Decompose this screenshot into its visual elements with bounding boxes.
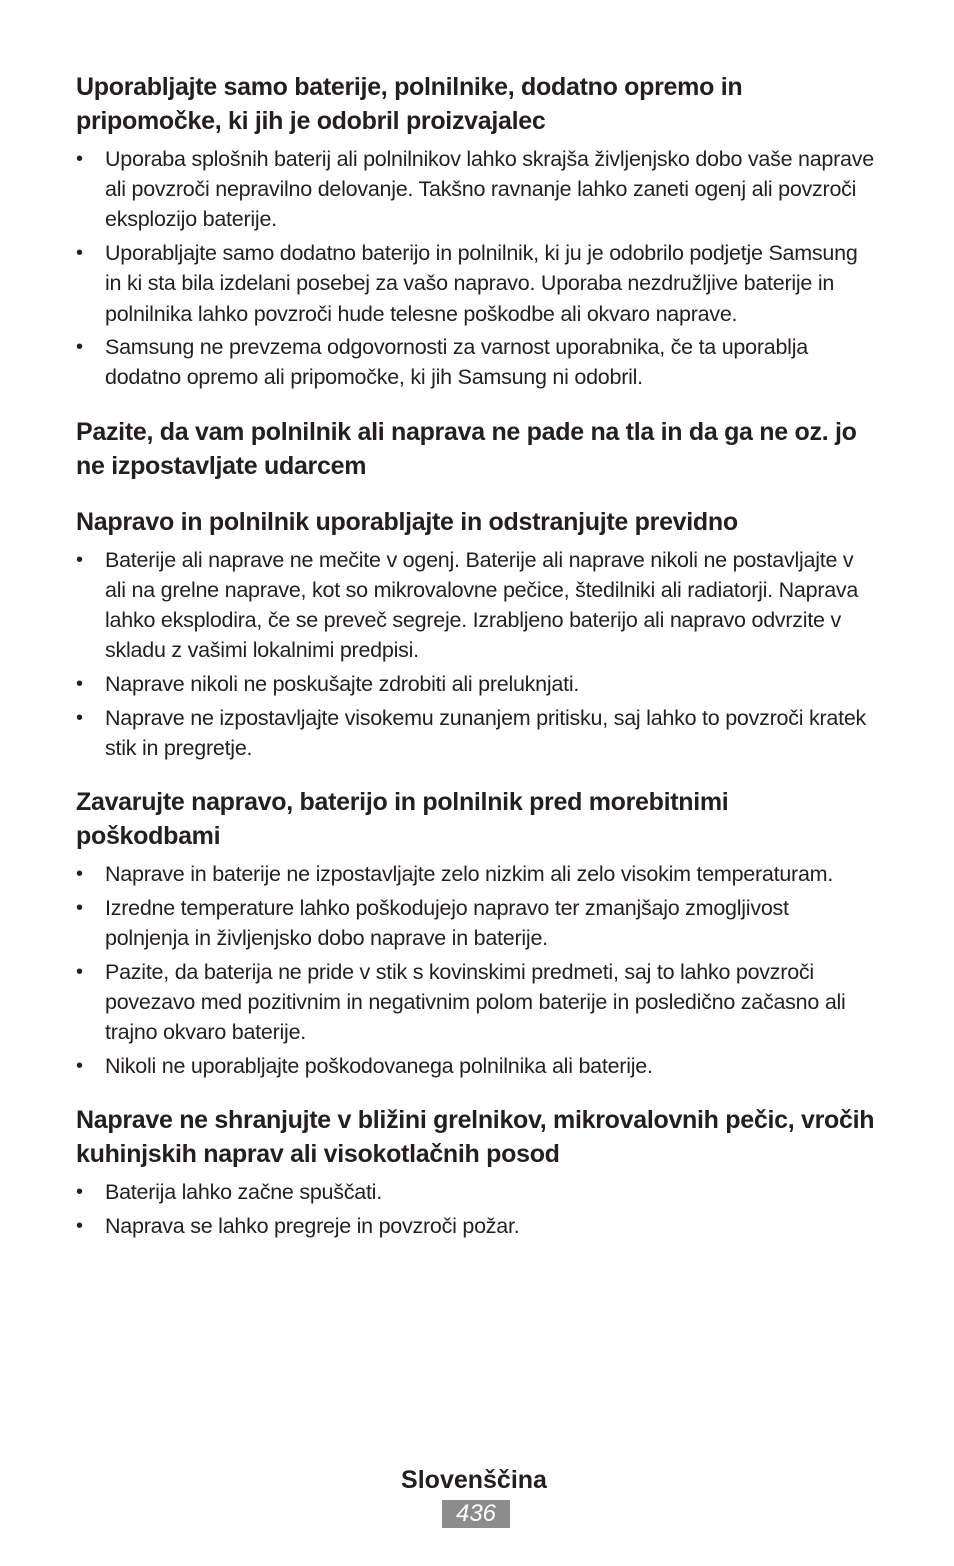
list-item-text: Nikoli ne uporabljajte poškodovanega polnilnika ali baterije. [105, 1053, 653, 1078]
list-item-text: Izredne temperature lahko poškodujejo napravo ter zmanjšajo zmogljivost polnjenja in življenjsko dobo naprave in baterije. [105, 895, 789, 950]
list-item [76, 957, 876, 1048]
list-item [76, 144, 876, 235]
list-item [76, 859, 876, 889]
section-handle-dispose [76, 505, 876, 763]
list-item [76, 893, 876, 953]
bullet-marker: • [76, 1214, 83, 1237]
section-heading: Pazite, da vam polnilnik ali naprava ne pade na tla in da ga ne oz. jo ne izpostavljate udarcem [76, 417, 857, 480]
bullet-marker: • [76, 672, 83, 695]
section-heading: Uporabljajte samo baterije, polnilnike, dodatno opremo in pripomočke, ki jih je odobril proizvajalec [76, 73, 743, 135]
bullet-list [76, 859, 876, 1081]
list-item [76, 703, 876, 763]
bullet-list [76, 545, 876, 763]
list-item-text: Pazite, da baterija ne pride v stik s kovinskimi predmeti, saj to lahko povzroči povezavo med pozitivnim in negativnim polom baterije in posledično začasno ali trajno okvaro baterije. [105, 959, 846, 1045]
list-item-text: Baterije ali naprave ne mečite v ogenj. Baterije ali naprave nikoli ne postavljajte v ali na grelne naprave, kot so mikrovalovne pečice, štedilniki ali radiatorji. Naprava lahko eksplodira, če se preveč segreje. Izrabljeno baterijo ali napravo odvrzite v skladu z vašimi lokalnimi predpisi. [105, 547, 859, 663]
section-storage [76, 1103, 876, 1241]
list-item [76, 1051, 876, 1081]
document-body [76, 70, 876, 1244]
section-heading: Naprave ne shranjujte v bližini grelnikov, mikrovalovnih pečic, vročih kuhinjskih naprav ali visokotlačnih posod [76, 1105, 875, 1168]
section-drop-impact [76, 415, 876, 483]
section-heading: Zavarujte napravo, baterijo in polnilnik pred morebitnimi poškodbami [76, 788, 729, 851]
list-item-text: Naprave ne izpostavljajte visokemu zunanjem pritisku, saj lahko to povzroči kratek stik in pregretje. [105, 705, 867, 760]
bullet-marker: • [76, 242, 83, 265]
list-item-text: Baterija lahko začne spuščati. [105, 1179, 382, 1204]
bullet-marker: • [76, 548, 83, 571]
list-item-text: Uporabljajte samo dodatno baterijo in polnilnik, ki ju je odobrilo podjetje Samsung in ki sta bila izdelani posebej za vašo napravo. Uporaba nezdružljive baterije in polnilnika lahko povzroči hude telesne poškodbe ali okvaro naprave. [105, 241, 858, 326]
list-item [76, 1177, 876, 1207]
list-item [76, 545, 876, 666]
list-item-text: Naprava se lahko pregreje in povzroči požar. [105, 1213, 520, 1238]
list-item [76, 1211, 876, 1241]
bullet-marker: • [76, 148, 83, 170]
list-item [76, 669, 876, 699]
page-footer [0, 1464, 954, 1528]
section-protect-damage [76, 785, 876, 1081]
list-item-text: Samsung ne prevzema odgovornosti za varnost uporabnika, če ta uporablja dodatno opremo ali pripomočke, ki jih Samsung ni odobril. [105, 335, 808, 390]
list-item [76, 332, 876, 392]
bullet-marker: • [76, 960, 83, 983]
bullet-list [76, 1177, 876, 1241]
bullet-marker: • [76, 336, 83, 359]
page-number: 436 [442, 1500, 510, 1528]
bullet-marker: • [76, 706, 83, 729]
list-item [76, 238, 876, 329]
language-label: Slovenščina [401, 1466, 547, 1494]
bullet-marker: • [76, 1180, 83, 1203]
bullet-marker: • [76, 896, 83, 919]
list-item-text: Naprave nikoli ne poskušajte zdrobiti ali preluknjati. [105, 671, 580, 696]
list-item-text: Uporaba splošnih baterij ali polnilnikov lahko skrajša življenjsko dobo vaše naprave ali povzroči nepravilno delovanje. Takšno ravnanje lahko zaneti ogenj ali povzroči eksplozijo baterije. [105, 147, 874, 232]
bullet-marker: • [76, 1054, 83, 1077]
section-approved-accessories [76, 70, 876, 393]
section-heading: Napravo in polnilnik uporabljajte in odstranjujte previdno [76, 507, 738, 536]
bullet-list [76, 144, 876, 393]
list-item-text: Naprave in baterije ne izpostavljajte zelo nizkim ali zelo visokim temperaturam. [105, 862, 834, 887]
bullet-marker: • [76, 863, 83, 886]
